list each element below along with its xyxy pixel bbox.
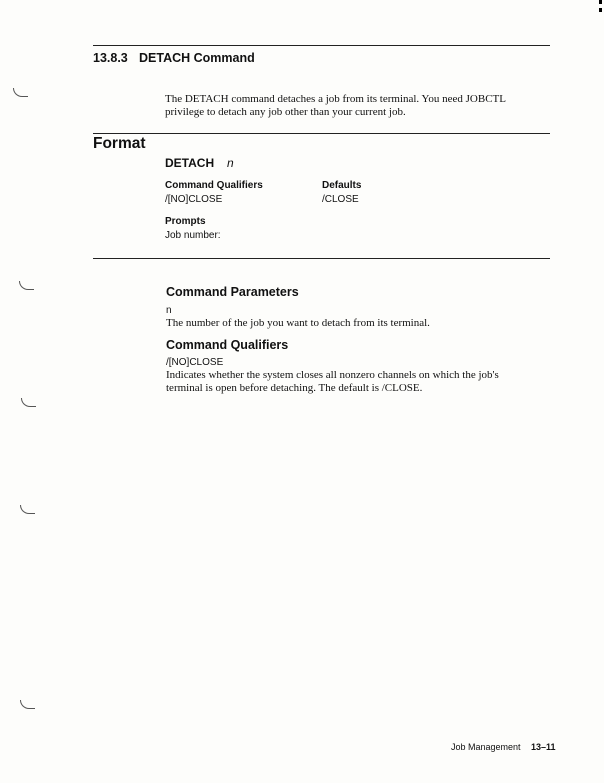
scan-mark xyxy=(599,0,602,4)
parameter-name: n xyxy=(166,305,172,316)
prompt-entry: Job number: xyxy=(165,230,221,241)
qualifiers-heading: Command Qualifiers xyxy=(166,338,289,352)
qualifier-name: /[NO]CLOSE xyxy=(166,357,224,368)
format-rule xyxy=(93,133,550,134)
margin-mark xyxy=(13,88,28,97)
format-heading: Format xyxy=(93,135,146,152)
section-number: 13.8.3 xyxy=(93,51,128,65)
qualifiers-column-header: Command Qualifiers xyxy=(165,180,263,191)
section-rule xyxy=(93,45,550,46)
prompts-header: Prompts xyxy=(165,216,206,227)
margin-mark xyxy=(21,398,36,407)
margin-mark xyxy=(19,281,34,290)
intro-line: privilege to detach any job other than your current job. xyxy=(165,106,406,118)
section-title: DETACH Command xyxy=(139,51,255,65)
syntax-parameter: n xyxy=(227,156,234,170)
footer-page-number: 13–11 xyxy=(531,742,556,752)
defaults-column-header: Defaults xyxy=(322,180,362,191)
margin-mark xyxy=(20,505,35,514)
parameter-description: The number of the job you want to detach from its terminal. xyxy=(166,317,430,329)
syntax-command: DETACH xyxy=(165,156,215,170)
footer-chapter: Job Management xyxy=(451,742,521,752)
margin-mark xyxy=(20,700,35,709)
scan-mark xyxy=(599,8,602,12)
qualifier-description-line: Indicates whether the system closes all nonzero channels on which the job's xyxy=(166,369,499,381)
parameters-heading: Command Parameters xyxy=(166,285,299,299)
intro-line: The DETACH command detaches a job from its terminal. You need JOBCTL xyxy=(165,93,506,105)
qualifier-entry: /[NO]CLOSE xyxy=(165,194,223,205)
format-end-rule xyxy=(93,258,550,259)
default-entry: /CLOSE xyxy=(322,194,359,205)
qualifier-description-line: terminal is open before detaching. The default is /CLOSE. xyxy=(166,382,423,394)
